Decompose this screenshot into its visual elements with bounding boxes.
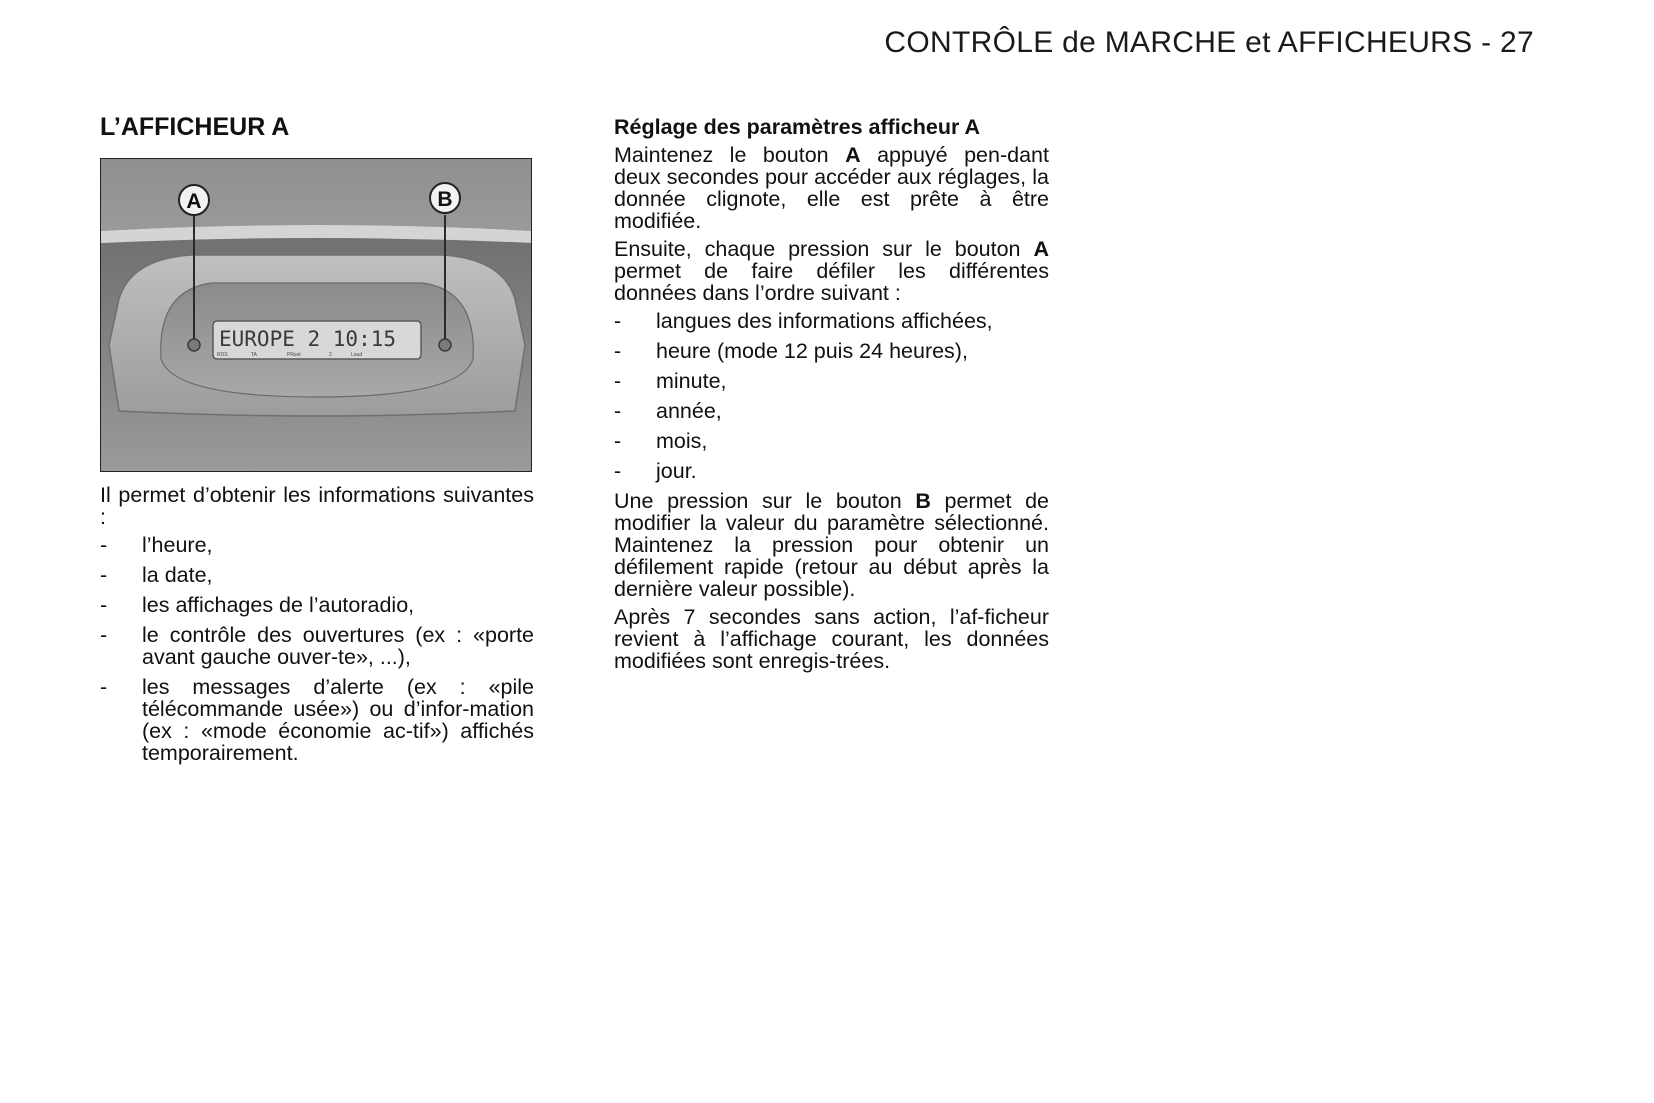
section-title: L’AFFICHEUR A: [100, 113, 290, 141]
list-item: - le contrôle des ouvertures (ex : «porte avant gauche ouver-te», ...),: [100, 624, 534, 668]
button-a: [188, 339, 200, 351]
dashboard-display-drawing: [101, 159, 532, 472]
paragraph-hold-a: [614, 144, 1049, 232]
text-run: Maintenez le bouton: [614, 143, 846, 167]
lcd-indicator-2: 2: [329, 352, 332, 358]
bold-button-ref: A: [1033, 237, 1049, 261]
settings-subtitle: Réglage des paramètres afficheur A: [614, 115, 981, 139]
list-item: - les messages d’alerte (ex : «pile télécommande usée») ou d’infor-mation (ex : «mode économie ac-tif») affichés temporairement.: [100, 676, 534, 764]
lcd-indicator-ta: TA: [251, 352, 258, 358]
text-run: permet de faire défiler les différentes données dans l’ordre suivant :: [614, 259, 1049, 305]
list-item: - mois,: [614, 430, 1049, 452]
bold-button-ref: A: [845, 143, 861, 167]
list-item: - l’heure,: [100, 534, 534, 556]
paragraph-press-a: [614, 238, 1049, 304]
left-column: [100, 112, 534, 772]
info-list: [100, 534, 534, 764]
bold-button-ref: B: [915, 489, 931, 513]
lcd-indicator-rds: RDS: [217, 352, 228, 358]
list-item: - la date,: [100, 564, 534, 586]
lcd-main-text: EUROPE 2 10:15: [219, 327, 397, 351]
settings-order-list: [614, 310, 1049, 482]
list-item: - minute,: [614, 370, 1049, 392]
list-item: - année,: [614, 400, 1049, 422]
text-run: Ensuite, chaque pression sur le bouton: [614, 237, 1034, 261]
middle-column: [614, 112, 1049, 678]
list-item: - heure (mode 12 puis 24 heures),: [614, 340, 1049, 362]
list-item: - jour.: [614, 460, 1049, 482]
button-b: [439, 339, 451, 351]
intro-paragraph: Il permet d’obtenir les informations suivantes :: [100, 483, 534, 529]
callout-b-label: B: [437, 188, 453, 211]
callout-a-label: A: [186, 190, 202, 213]
display-illustration: [100, 158, 532, 472]
paragraph-timeout: Après 7 secondes sans action, l’af-ficheur revient à l’affichage courant, les données modifiées sont enregis-trées.: [614, 605, 1049, 673]
list-item: - langues des informations affichées,: [614, 310, 1049, 332]
lcd-indicator-prset: PRset: [287, 352, 301, 358]
page-header: CONTRÔLE de MARCHE et AFFICHEURS - 27: [884, 26, 1534, 59]
list-item: - les affichages de l’autoradio,: [100, 594, 534, 616]
lcd-indicator-loud: Loud: [351, 352, 363, 358]
text-run: appuyé pen-dant deux secondes pour accéder aux réglages, la donnée clignote, elle est prête à être modifiée.: [614, 143, 1049, 233]
text-run: Une pression sur le bouton: [614, 489, 916, 513]
paragraph-press-b: [614, 490, 1049, 600]
text-run: permet de modifier la valeur du paramètre sélectionné. Maintenez la pression pour obtenir un défilement rapide (retour au début après la dernière valeur possible).: [614, 489, 1049, 601]
